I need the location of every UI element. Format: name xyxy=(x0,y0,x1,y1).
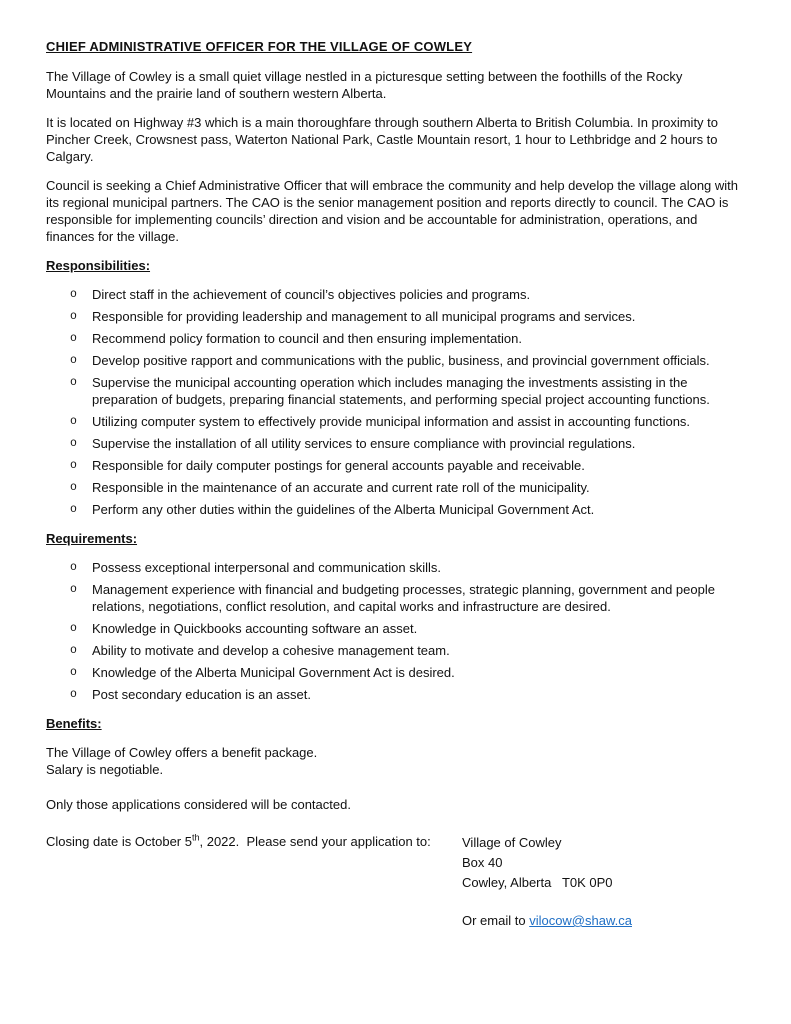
closing-date-suffix: , 2022. Please send your application to: xyxy=(199,834,431,849)
list-item-text: Possess exceptional interpersonal and communication skills. xyxy=(92,560,442,575)
list-item xyxy=(70,374,745,408)
list-item-text: Utilizing computer system to effectively provide municipal information and assist in accounting functions. xyxy=(92,414,691,429)
bullet-marker: o xyxy=(70,459,77,472)
list-item xyxy=(70,330,745,347)
recipient-box: Box 40 xyxy=(462,855,503,870)
list-item-text: Perform any other duties within the guidelines of the Alberta Municipal Government Act. xyxy=(92,502,595,517)
closing-block xyxy=(46,833,745,931)
benefit-line: The Village of Cowley offers a benefit package. xyxy=(46,745,318,760)
date-ordinal-superscript: th xyxy=(191,832,200,843)
list-item-text: Ability to motivate and develop a cohesive management team. xyxy=(92,643,450,658)
list-item-text: Management experience with financial and budgeting processes, strategic planning, government and people relations, negotiations, conflict resolution, and capital works and infrastructure are desired. xyxy=(92,582,715,614)
list-item-text: Direct staff in the achievement of council’s objectives policies and programs. xyxy=(92,287,531,302)
list-item-text: Responsible for daily computer postings for general accounts payable and receivable. xyxy=(92,458,585,473)
list-item-text: Knowledge of the Alberta Municipal Government Act is desired. xyxy=(92,665,455,680)
list-item xyxy=(70,352,745,369)
list-item-text: Responsible for providing leadership and management to all municipal programs and services. xyxy=(92,309,636,324)
intro-paragraph-1: The Village of Cowley is a small quiet village nestled in a picturesque setting between the foothills of the Rocky Mountains and the prairie land of southern western Alberta. xyxy=(46,69,683,101)
bullet-marker: o xyxy=(70,437,77,450)
list-item xyxy=(70,286,745,303)
responsibilities-heading: Responsibilities: xyxy=(46,258,151,273)
list-item xyxy=(70,413,745,430)
bullet-marker: o xyxy=(70,415,77,428)
responsibilities-list xyxy=(46,286,745,518)
document-title: CHIEF ADMINISTRATIVE OFFICER FOR THE VILLAGE OF COWLEY xyxy=(46,39,473,54)
list-item-text: Post secondary education is an asset. xyxy=(92,687,311,702)
bullet-marker: o xyxy=(70,354,77,367)
bullet-marker: o xyxy=(70,688,77,701)
recipient-name: Village of Cowley xyxy=(462,835,562,850)
list-item-text: Responsible in the maintenance of an accurate and current rate roll of the municipality. xyxy=(92,480,590,495)
applications-note: Only those applications considered will be contacted. xyxy=(46,797,351,812)
list-item xyxy=(70,457,745,474)
list-item xyxy=(70,479,745,496)
list-item-text: Supervise the installation of all utility services to ensure compliance with provincial regulations. xyxy=(92,436,636,451)
requirements-list xyxy=(46,559,745,703)
email-link[interactable]: vilocow@shaw.ca xyxy=(529,913,632,928)
benefit-line: Salary is negotiable. xyxy=(46,762,164,777)
bullet-marker: o xyxy=(70,583,77,596)
bullet-marker: o xyxy=(70,332,77,345)
email-prefix: Or email to xyxy=(462,913,530,928)
intro-paragraph-2: It is located on Highway #3 which is a main thoroughfare through southern Alberta to British Columbia. In proximity to Pincher Creek, Crowsnest pass, Waterton National Park, Castle Mountain resort, 1 hour to Lethbridge and 2 hours to Calgary. xyxy=(46,115,719,164)
list-item xyxy=(70,308,745,325)
closing-date-line xyxy=(46,833,462,931)
list-item xyxy=(70,664,745,681)
bullet-marker: o xyxy=(70,481,77,494)
email-line xyxy=(462,911,745,931)
list-item-text: Recommend policy formation to council and then ensuring implementation. xyxy=(92,331,522,346)
address-block xyxy=(462,833,745,931)
benefits-heading: Benefits: xyxy=(46,716,102,731)
intro-paragraph-3: Council is seeking a Chief Administrative Officer that will embrace the community and help develop the village along with its regional municipal partners. The CAO is the senior management position and reports directly to council. The CAO is responsible for implementing councils’ direction and vision and be accountable for administration, operations, and finances for the village. xyxy=(46,178,739,244)
list-item-text: Knowledge in Quickbooks accounting software an asset. xyxy=(92,621,418,636)
list-item xyxy=(70,501,745,518)
list-item xyxy=(70,686,745,703)
bullet-marker: o xyxy=(70,622,77,635)
list-item xyxy=(70,642,745,659)
bullet-marker: o xyxy=(70,376,77,389)
bullet-marker: o xyxy=(70,503,77,516)
list-item-text: Develop positive rapport and communications with the public, business, and provincial government officials. xyxy=(92,353,710,368)
list-item xyxy=(70,435,745,452)
bullet-marker: o xyxy=(70,644,77,657)
list-item xyxy=(70,559,745,576)
list-item-text: Supervise the municipal accounting operation which includes managing the investments assisting in the preparation of budgets, preparing financial statements, and performing special project accounting functions. xyxy=(92,375,710,407)
list-item xyxy=(70,581,745,615)
bullet-marker: o xyxy=(70,561,77,574)
bullet-marker: o xyxy=(70,288,77,301)
recipient-city-postal: Cowley, Alberta T0K 0P0 xyxy=(462,875,613,890)
requirements-heading: Requirements: xyxy=(46,531,138,546)
bullet-marker: o xyxy=(70,310,77,323)
bullet-marker: o xyxy=(70,666,77,679)
closing-date-prefix: Closing date is October 5 xyxy=(46,834,192,849)
list-item xyxy=(70,620,745,637)
